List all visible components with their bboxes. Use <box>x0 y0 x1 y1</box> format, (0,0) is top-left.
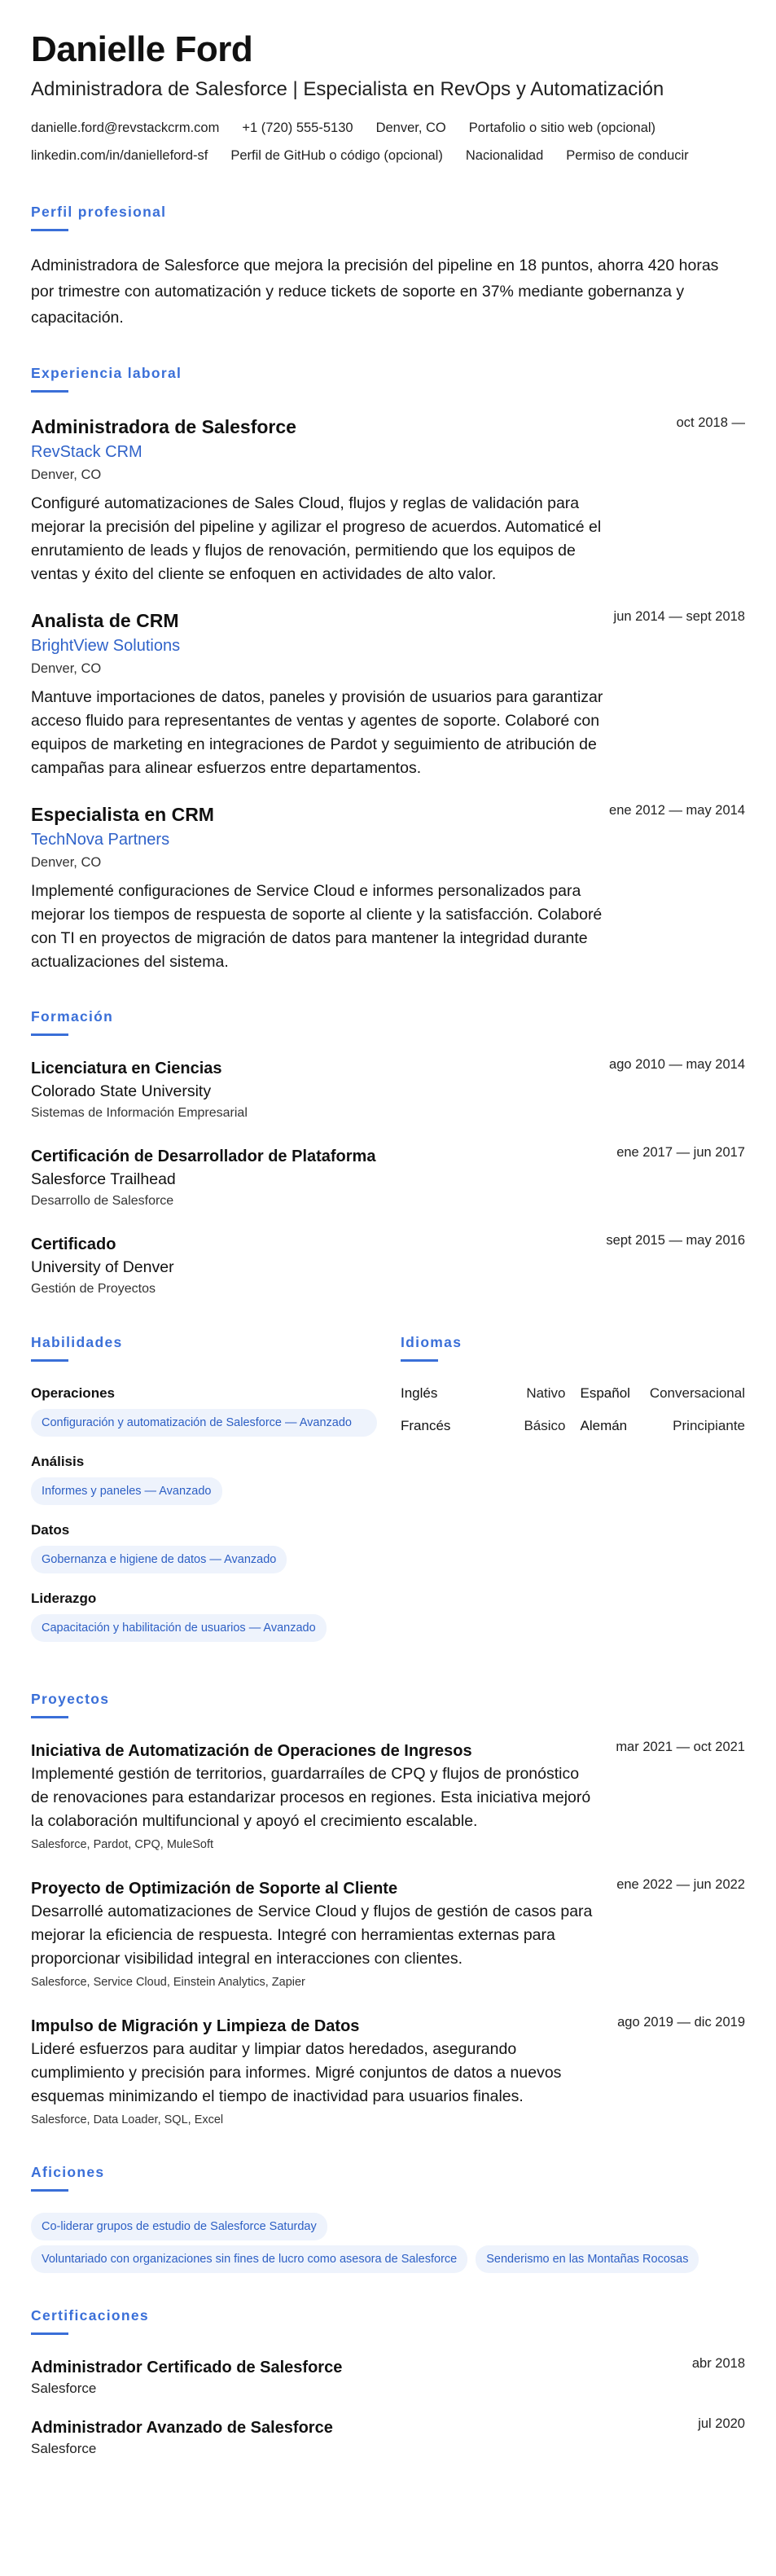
experience-section <box>31 365 745 974</box>
skills-section <box>31 1334 377 1657</box>
section-title: Certificaciones <box>31 2307 149 2324</box>
candidate-name: Danielle Ford <box>31 29 253 69</box>
contact-email[interactable]: danielle.ford@revstackcrm.com <box>31 121 220 135</box>
skill-group <box>31 1451 377 1505</box>
skill-pill: Gobernanza e higiene de datos — Avanzado <box>31 1546 287 1573</box>
project-name: Impulso de Migración y Limpieza de Datos <box>31 2017 360 2035</box>
project-date: ago 2019 — dic 2019 <box>617 2015 745 2030</box>
skill-pill: Configuración y automatización de Salesforce — Avanzado <box>31 1409 377 1437</box>
skill-group <box>31 1383 377 1437</box>
section-title: Formación <box>31 1008 114 1025</box>
section-divider <box>31 390 68 393</box>
language-item <box>401 1415 566 1437</box>
project-description: Lideré esfuerzos para auditar y limpiar datos heredados, asegurando cumplimiento y precisión para informes. Migré conjuntos de datos a nuevos esquemas minimizando el tiempo de inactividad para usuarios finales. <box>31 2040 562 2105</box>
education-date: ene 2017 — jun 2017 <box>616 1145 745 1160</box>
section-title: Proyectos <box>31 1691 110 1707</box>
job-entry <box>31 414 745 586</box>
hobbies-section <box>31 2164 745 2273</box>
education-date: sept 2015 — may 2016 <box>606 1233 745 1248</box>
profile-section <box>31 204 745 331</box>
education-entry <box>31 1057 745 1124</box>
language-level: Básico <box>524 1418 566 1433</box>
language-item <box>401 1383 566 1404</box>
education-field: Sistemas de Información Empresarial <box>31 1106 248 1120</box>
language-name: Español <box>580 1385 630 1401</box>
contact-list <box>31 114 745 169</box>
skill-group <box>31 1520 377 1573</box>
language-level: Conversacional <box>649 1385 745 1401</box>
project-date: mar 2021 — oct 2021 <box>616 1740 745 1754</box>
job-company[interactable]: RevStack CRM <box>31 443 142 461</box>
languages-section <box>401 1334 745 1657</box>
certifications-section <box>31 2307 745 2459</box>
project-entry <box>31 2015 745 2130</box>
project-description: Implementé gestión de territorios, guardarraíles de CPQ y flujos de pronóstico de renovaciones para estandarizar procesos en regiones. Esta iniciativa mejoró la colaboración multifuncional y apoyó el crecimiento escalable. <box>31 1765 591 1830</box>
project-date: ene 2022 — jun 2022 <box>616 1877 745 1892</box>
education-degree: Certificación de Desarrollador de Plataforma <box>31 1148 376 1165</box>
job-entry <box>31 608 745 780</box>
education-field: Gestión de Proyectos <box>31 1282 156 1296</box>
education-field: Desarrollo de Salesforce <box>31 1194 174 1208</box>
hobby-list <box>31 2213 745 2273</box>
language-name: Inglés <box>401 1385 438 1401</box>
education-section <box>31 1008 745 1300</box>
project-name: Iniciativa de Automatización de Operaciones de Ingresos <box>31 1742 472 1760</box>
section-title: Idiomas <box>401 1334 463 1350</box>
job-role: Analista de CRM <box>31 610 179 631</box>
education-entry <box>31 1233 745 1300</box>
contact-phone[interactable]: +1 (720) 555-5130 <box>242 121 353 135</box>
project-description: Desarrollé automatizaciones de Service Cloud y flujos de gestión de casos para mejorar la eficiencia de respuesta. Integré con herramientas externas para proporcionar visibilidad integral en interacciones con clientes. <box>31 1902 593 1968</box>
education-degree: Licenciatura en Ciencias <box>31 1060 222 1077</box>
hobby-pill: Co-liderar grupos de estudio de Salesforce Saturday <box>31 2213 327 2240</box>
contact-location: Denver, CO <box>375 121 446 135</box>
education-school: Salesforce Trailhead <box>31 1170 176 1188</box>
language-name: Alemán <box>580 1418 628 1433</box>
job-location: Denver, CO <box>31 661 102 676</box>
certification-name: Administrador Avanzado de Salesforce <box>31 2419 333 2437</box>
language-item <box>581 1415 746 1437</box>
education-school: Colorado State University <box>31 1082 212 1100</box>
skill-group-name: Operaciones <box>31 1385 115 1401</box>
language-list <box>401 1383 745 1437</box>
section-title: Aficiones <box>31 2164 105 2180</box>
skill-group-name: Liderazgo <box>31 1591 97 1606</box>
language-level: Principiante <box>673 1418 745 1433</box>
contact-linkedin[interactable]: linkedin.com/in/danielleford-sf <box>31 148 208 163</box>
project-entry <box>31 1877 745 1992</box>
section-divider <box>31 1359 68 1362</box>
project-entry <box>31 1740 745 1854</box>
contact-nationality: Nacionalidad <box>465 148 544 163</box>
project-tech: Salesforce, Data Loader, SQL, Excel <box>31 2113 224 2126</box>
certification-name: Administrador Certificado de Salesforce <box>31 2359 343 2376</box>
skills-languages-row <box>31 1334 745 1657</box>
section-divider <box>31 2332 68 2335</box>
section-divider <box>401 1359 438 1362</box>
education-date: ago 2010 — may 2014 <box>609 1057 745 1072</box>
project-name: Proyecto de Optimización de Soporte al Cliente <box>31 1880 398 1898</box>
section-divider <box>31 2189 68 2192</box>
job-date: ene 2012 — may 2014 <box>609 803 745 818</box>
skill-pill: Capacitación y habilitación de usuarios — Avanzado <box>31 1614 327 1642</box>
education-entry <box>31 1145 745 1212</box>
skill-group-name: Datos <box>31 1522 70 1538</box>
section-title: Habilidades <box>31 1334 123 1350</box>
section-title: Experiencia laboral <box>31 365 182 381</box>
education-school: University of Denver <box>31 1258 174 1276</box>
job-date: jun 2014 — sept 2018 <box>613 609 745 624</box>
job-description: Configuré automatizaciones de Sales Cloud, flujos y reglas de validación para mejorar la precisión del pipeline y agilizar el progreso de acuerdos. Automaticé el enrutamiento de leads y flujos de renovación, permitiendo que los equipos de ventas y éxito del cliente se enfoquen en actividades de alto valor. <box>31 494 602 583</box>
hobby-pill: Voluntariado con organizaciones sin fines de lucro como asesora de Salesforce <box>31 2245 467 2273</box>
headline: Administradora de Salesforce | Especialista en RevOps y Automatización <box>31 78 664 100</box>
certification-date: jul 2020 <box>698 2416 745 2431</box>
job-location: Denver, CO <box>31 855 102 870</box>
contact-driving-license: Permiso de conducir <box>566 148 689 163</box>
section-divider <box>31 1716 68 1718</box>
job-date: oct 2018 — <box>676 415 745 430</box>
skill-group-name: Análisis <box>31 1454 85 1469</box>
skill-group <box>31 1588 377 1642</box>
certification-date: abr 2018 <box>691 2356 745 2371</box>
hobby-pill: Senderismo en las Montañas Rocosas <box>476 2245 699 2273</box>
skill-pill: Informes y paneles — Avanzado <box>31 1477 222 1505</box>
projects-section <box>31 1691 745 2130</box>
language-name: Francés <box>401 1418 451 1433</box>
contact-github[interactable]: Perfil de GitHub o código (opcional) <box>230 148 443 163</box>
certification-entry <box>31 2356 745 2398</box>
contact-portfolio[interactable]: Portafolio o sitio web (opcional) <box>468 121 656 135</box>
job-role: Especialista en CRM <box>31 804 214 825</box>
project-tech: Salesforce, Pardot, CPQ, MuleSoft <box>31 1838 214 1851</box>
project-tech: Salesforce, Service Cloud, Einstein Analytics, Zapier <box>31 1976 305 1989</box>
job-role: Administradora de Salesforce <box>31 416 296 437</box>
education-degree: Certificado <box>31 1235 116 1253</box>
section-divider <box>31 1033 68 1036</box>
job-description: Implementé configuraciones de Service Cloud e informes personalizados para mejorar los tiempos de respuesta de soporte al cliente y la satisfacción. Colaboré con TI en proyectos de migración de datos para mantener la integridad durante actualizaciones del sistema. <box>31 882 603 971</box>
job-description: Mantuve importaciones de datos, paneles y provisión de usuarios para garantizar acceso fluido para representantes de ventas y agentes de soporte. Colaboré con equipos de marketing en integraciones de Pardot y seguimiento de atribución de campañas para alinear esfuerzos entre departamentos. <box>31 688 603 777</box>
certification-issuer: Salesforce <box>31 2441 97 2456</box>
job-company[interactable]: BrightView Solutions <box>31 637 181 655</box>
section-divider <box>31 229 68 231</box>
job-entry <box>31 801 745 974</box>
section-title: Perfil profesional <box>31 204 167 220</box>
profile-summary: Administradora de Salesforce que mejora la precisión del pipeline en 18 puntos, ahorra 420 horas por trimestre con automatización y reduce tickets de soporte en 37% mediante gobernanza y capacitación. <box>31 257 719 327</box>
certification-issuer: Salesforce <box>31 2381 97 2396</box>
job-location: Denver, CO <box>31 467 102 482</box>
job-company[interactable]: TechNova Partners <box>31 831 170 849</box>
language-item <box>581 1383 746 1404</box>
certification-entry <box>31 2416 745 2459</box>
language-level: Nativo <box>526 1385 566 1401</box>
